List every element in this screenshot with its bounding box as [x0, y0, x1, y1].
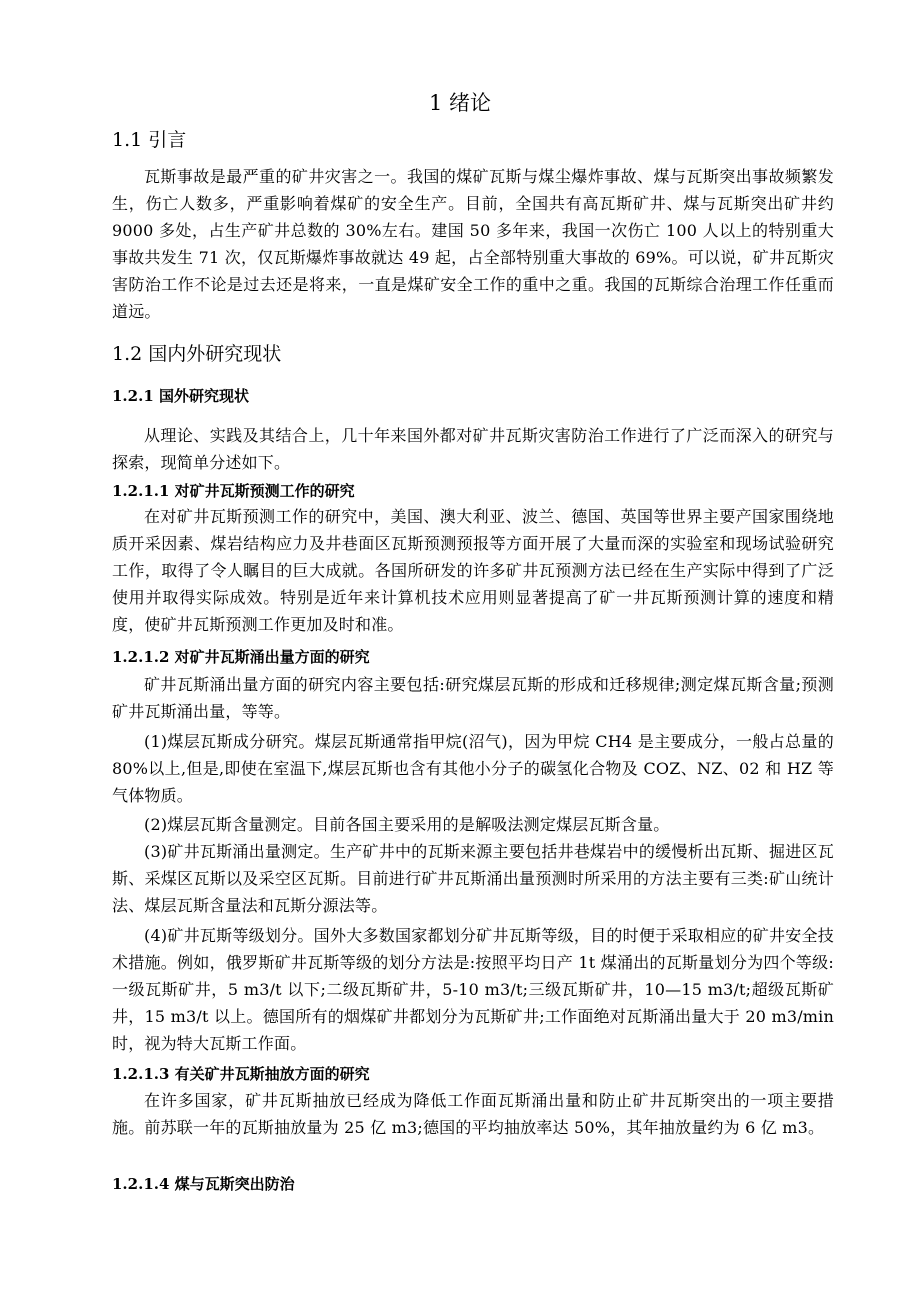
list-item-gas-content: (2)煤层瓦斯含量测定。目前各国主要采用的是解吸法测定煤层瓦斯含量。	[144, 815, 670, 834]
section-heading-1-2-1-4: 1.2.1.4 煤与瓦斯突出防治	[112, 1175, 295, 1193]
list-item-gas-emission-measurement: (3)矿井瓦斯涌出量测定。生产矿井中的瓦斯来源主要包括井巷煤岩中的缓慢析出瓦斯、掘进区瓦斯、采煤区瓦斯以及采空区瓦斯。目前进行矿井瓦斯涌出量预测时所采用的方法主要有三类:矿山统计法、煤层瓦斯含量法和瓦斯分源法等。	[112, 842, 834, 915]
section-heading-1-2: 1.2 国内外研究现状	[112, 343, 282, 365]
paragraph-gas-emission-intro: 矿井瓦斯涌出量方面的研究内容主要包括:研究煤层瓦斯的形成和迁移规律;测定煤瓦斯含量;预测矿井瓦斯涌出量，等等。	[112, 675, 834, 721]
section-heading-1-1: 1.1 引言	[112, 129, 187, 151]
section-heading-1-2-1-3: 1.2.1.3 有关矿井瓦斯抽放方面的研究	[112, 1065, 370, 1083]
list-item-gas-grade-classification: (4)矿井瓦斯等级划分。国外大多数国家都划分矿井瓦斯等级，目的时便于采取相应的矿井安全技术措施。例如，俄罗斯矿井瓦斯等级的划分方法是:按照平均日产 1t 煤涌出的瓦斯量划分为四个等级:一级瓦斯矿井，5 m3/t 以下;二级瓦斯矿井，5-10 m3/t;三级瓦斯矿井，10—15 m3/t;超级瓦斯矿井，15 m3/t 以上。德国所有的烟煤矿井都划分为瓦斯矿井;工作面绝对瓦斯涌出量大于 20 m3/min 时，视为特大瓦斯工作面。	[112, 926, 834, 1053]
paragraph-foreign-research: 从理论、实践及其结合上，几十年来国外都对矿井瓦斯灾害防治工作进行了广泛而深入的研究与探索，现简单分述如下。	[112, 426, 834, 472]
chapter-title: 1 绪论	[428, 91, 492, 115]
paragraph-gas-drainage: 在许多国家，矿井瓦斯抽放已经成为降低工作面瓦斯涌出量和防止矿井瓦斯突出的一项主要措施。前苏联一年的瓦斯抽放量为 25 亿 m3;德国的平均抽放率达 50%，其年抽放量约为 6 亿 m3。	[112, 1091, 834, 1137]
list-item-gas-composition: (1)煤层瓦斯成分研究。煤层瓦斯通常指甲烷(沼气)，因为甲烷 CH4 是主要成分，一般占总量的 80%以上,但是,即使在室温下,煤层瓦斯也含有其他小分子的碳氢化合物及 COZ、NZ、02 和 HZ 等气体物质。	[112, 732, 834, 805]
section-heading-1-2-1-1: 1.2.1.1 对矿井瓦斯预测工作的研究	[112, 482, 355, 500]
section-heading-1-2-1-2: 1.2.1.2 对矿井瓦斯涌出量方面的研究	[112, 648, 370, 666]
paragraph-introduction: 瓦斯事故是最严重的矿井灾害之一。我国的煤矿瓦斯与煤尘爆炸事故、煤与瓦斯突出事故频繁发生，伤亡人数多，严重影响着煤矿的安全生产。目前，全国共有高瓦斯矿井、煤与瓦斯突出矿井约 9000 多处，占生产矿井总数的 30%左右。建国 50 多年来，我国一次伤亡 100 人以上的特别重大事故共发生 71 次，仅瓦斯爆炸事故就达 49 起，占全部特别重大事故的 69%。可以说，矿井瓦斯灾害防治工作不论是过去还是将来，一直是煤矿安全工作的重中之重。我国的瓦斯综合治理工作任重而道远。	[112, 167, 834, 321]
paragraph-gas-prediction: 在对矿井瓦斯预测工作的研究中，美国、澳大利亚、波兰、德国、英国等世界主要产国家围绕地质开采因素、煤岩结构应力及井巷面区瓦斯预测预报等方面开展了大量而深的实验室和现场试验研究工作，取得了令人瞩目的巨大成就。各国所研发的许多矿井瓦预测方法已经在生产实际中得到了广泛使用并取得实际成效。特别是近年来计算机技术应用则显著提高了矿一井瓦斯预测计算的速度和精度，使矿井瓦斯预测工作更加及时和准。	[112, 507, 834, 634]
section-heading-1-2-1: 1.2.1 国外研究现状	[112, 387, 249, 405]
